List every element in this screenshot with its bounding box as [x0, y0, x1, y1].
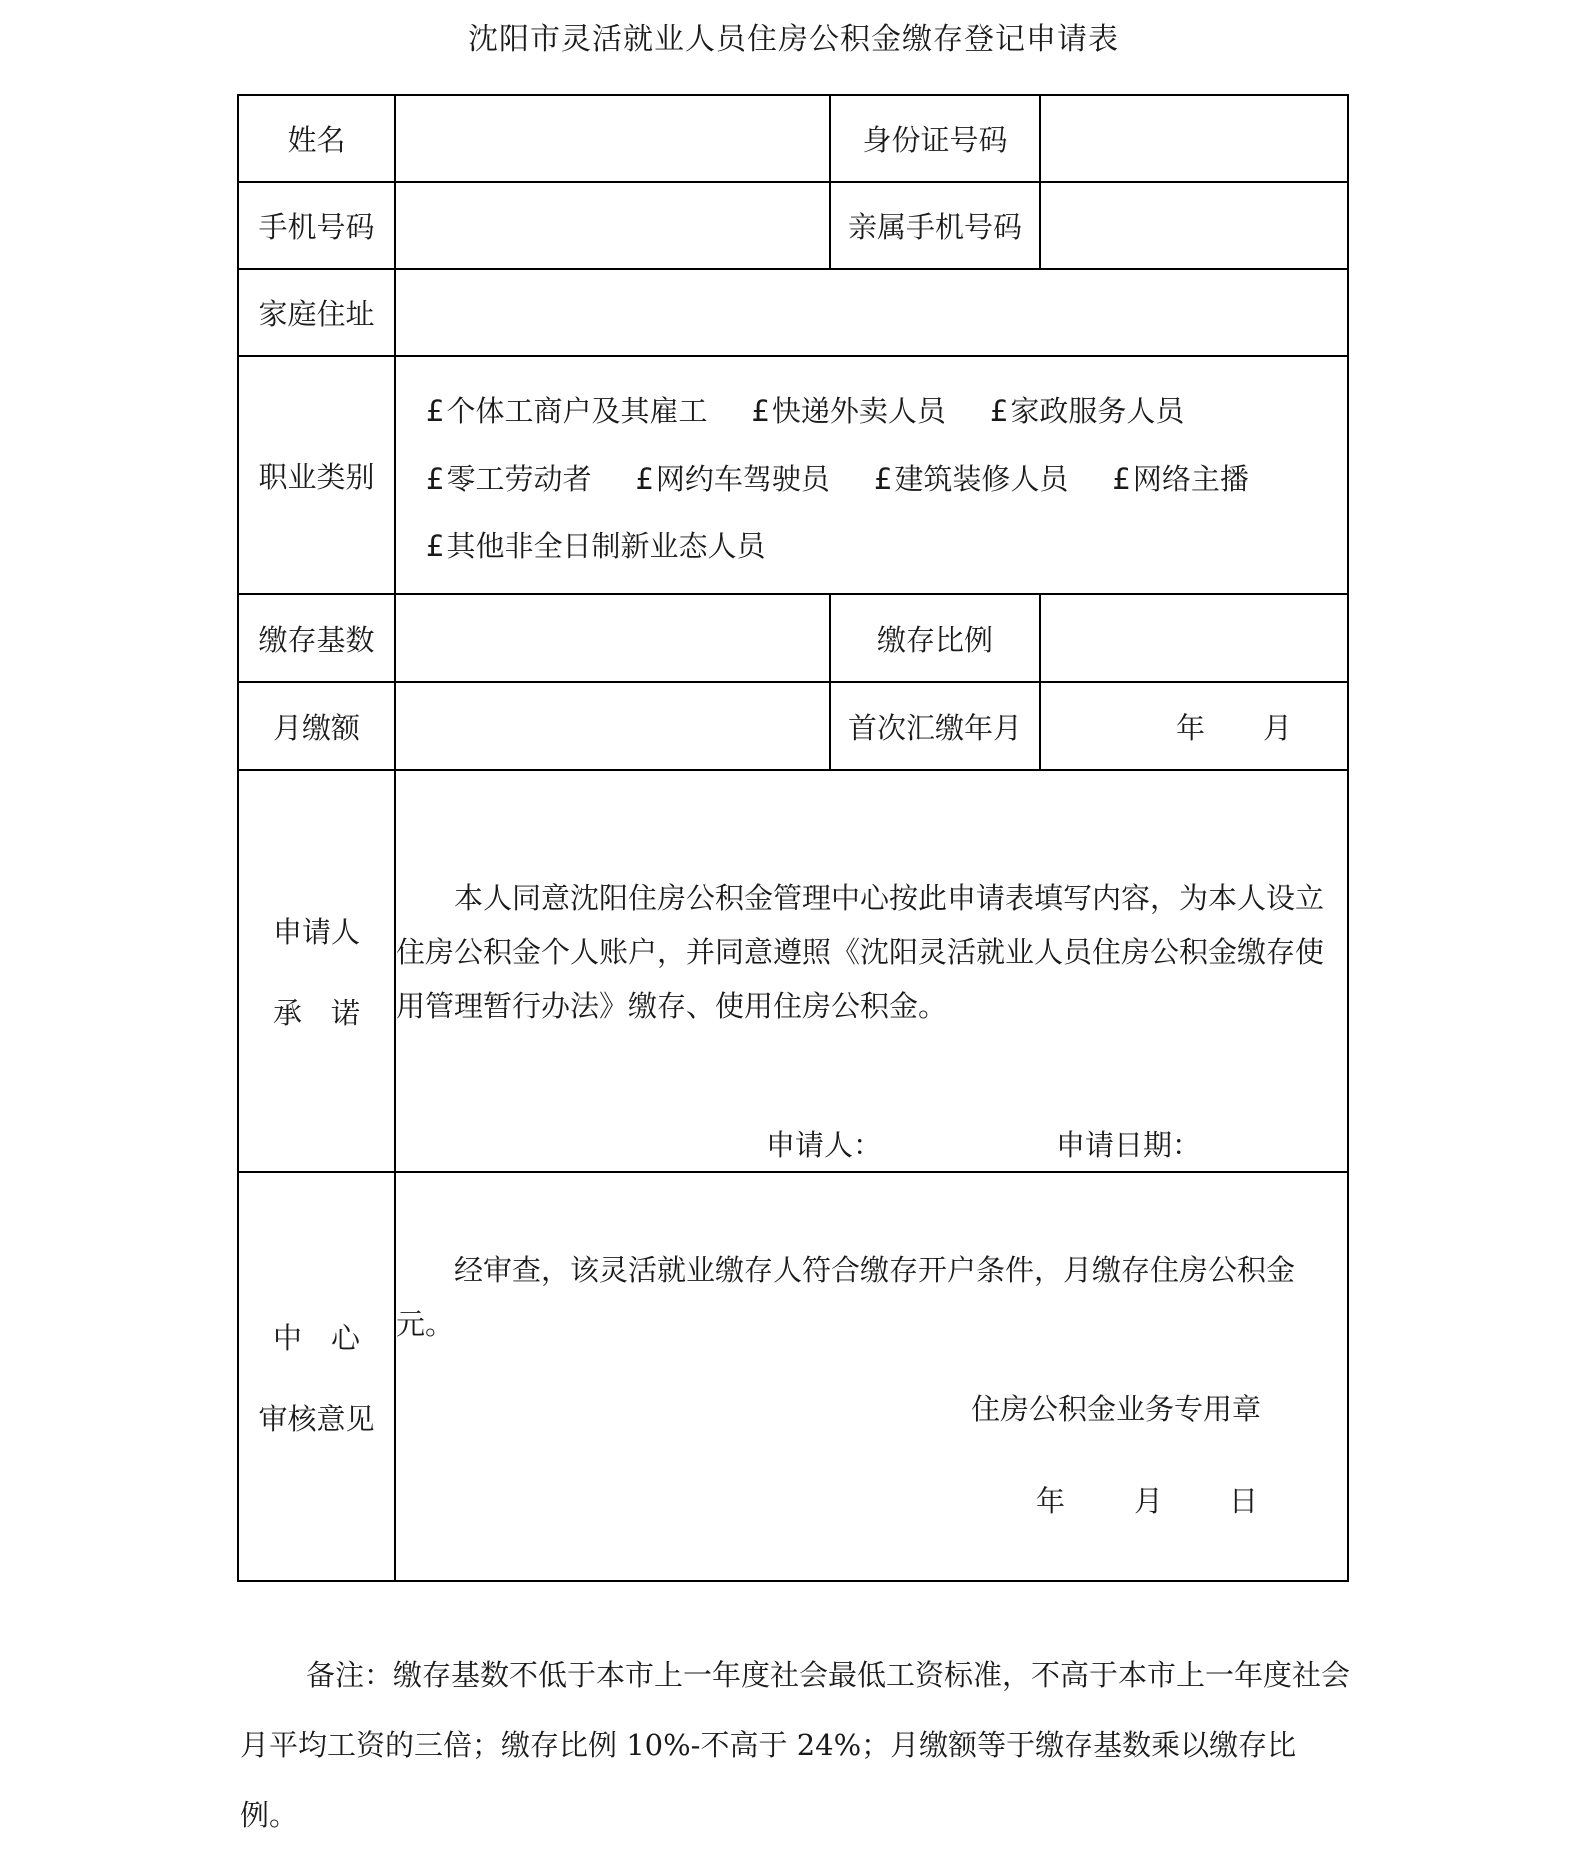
- promise-label: [238, 770, 395, 1172]
- address-label: 家庭住址: [238, 269, 395, 356]
- first-month-month: 月: [1263, 710, 1293, 745]
- promise-text: 本人同意沈阳住房公积金管理中心按此申请表填写内容，为本人设立住房公积金个人账户，并同意遵照《沈阳灵活就业人员住房公积金缴存使用管理暂行办法》缴存、使用住房公积金。: [396, 881, 1325, 1023]
- address-input[interactable]: [395, 269, 1348, 356]
- relative-mobile-input[interactable]: [1040, 182, 1348, 269]
- review-date-month: 月: [1134, 1484, 1164, 1518]
- occupation-option-construction[interactable]: [874, 457, 1068, 498]
- option-label: 个体工商户及其雇工: [446, 394, 708, 428]
- checkbox-icon: £: [989, 394, 1009, 428]
- checkbox-icon: £: [635, 461, 654, 496]
- first-month-label: 首次汇缴年月: [830, 682, 1040, 770]
- review-content: [395, 1172, 1354, 1581]
- occupation-row-2: [396, 457, 1347, 498]
- row-monthly: [238, 682, 1348, 770]
- name-label: 姓名: [238, 95, 395, 182]
- application-date-label: 申请日期：: [1056, 1128, 1202, 1162]
- occupation-row-1: [396, 389, 1347, 430]
- review-date-year: 年: [1036, 1484, 1066, 1518]
- option-label: 其他非全日制新业态人员: [446, 529, 766, 563]
- occupation-option-domestic[interactable]: [990, 389, 1184, 430]
- review-label: [238, 1172, 395, 1581]
- checkbox-icon: £: [426, 529, 445, 563]
- occupation-row-3: [396, 524, 1347, 565]
- row-promise: [238, 770, 1348, 1172]
- option-label: 建筑装修人员: [894, 461, 1069, 496]
- option-label: 家政服务人员: [1010, 394, 1185, 428]
- checkbox-icon: £: [751, 394, 770, 428]
- base-label: 缴存基数: [238, 594, 395, 682]
- applicant-signature-label: 申请人：: [766, 1128, 883, 1162]
- option-label: 零工劳动者: [446, 461, 592, 496]
- occupation-label: 职业类别: [238, 356, 395, 594]
- promise-label-line-1: 申请人: [272, 915, 360, 949]
- row-base: [238, 594, 1348, 682]
- first-month-year: 年: [1175, 710, 1205, 745]
- row-occupation: [238, 356, 1348, 594]
- row-name: [238, 95, 1348, 182]
- occupation-option-delivery[interactable]: [751, 389, 945, 430]
- ratio-label: 缴存比例: [830, 594, 1040, 682]
- ratio-input[interactable]: [1040, 594, 1348, 682]
- checkbox-icon: £: [426, 394, 445, 428]
- base-input[interactable]: [395, 594, 830, 682]
- name-input[interactable]: [395, 95, 830, 182]
- review-text: 经审查，该灵活就业缴存人符合缴存开户条件，月缴存住房公积金 元。: [396, 1253, 1354, 1341]
- occupation-option-ride-hailing[interactable]: [635, 457, 829, 498]
- id-number-input[interactable]: [1040, 95, 1348, 182]
- promise-label-line-2: 承 诺: [272, 996, 360, 1030]
- application-form-table: [237, 94, 1354, 1582]
- option-label: 网络主播: [1132, 461, 1249, 496]
- form-title: 沈阳市灵活就业人员住房公积金缴存登记申请表: [468, 22, 1119, 57]
- mobile-label: 手机号码: [238, 182, 395, 269]
- id-number-label: 身份证号码: [830, 95, 1040, 182]
- mobile-input[interactable]: [395, 182, 830, 269]
- review-label-line-1: 中 心: [272, 1320, 360, 1355]
- occupation-option-self-employed[interactable]: [426, 389, 707, 430]
- checkbox-icon: £: [426, 461, 445, 496]
- review-date-day: 日: [1229, 1484, 1259, 1518]
- relative-mobile-label: 亲属手机号码: [830, 182, 1040, 269]
- official-seal-label: 住房公积金业务专用章: [971, 1392, 1262, 1426]
- promise-content: [395, 770, 1348, 1172]
- checkbox-icon: £: [1112, 461, 1131, 496]
- option-label: 快递外卖人员: [771, 394, 946, 428]
- occupation-option-streamer[interactable]: [1112, 457, 1248, 498]
- first-month-input[interactable]: [1040, 682, 1348, 770]
- monthly-label: 月缴额: [238, 682, 395, 770]
- occupation-option-casual[interactable]: [426, 457, 591, 498]
- row-review: [238, 1172, 1348, 1581]
- option-label: 网约车驾驶员: [655, 461, 830, 496]
- checkbox-icon: £: [873, 461, 893, 496]
- footnote: 备注：缴存基数不低于本市上一年度社会最低工资标准，不高于本市上一年度社会月平均工资的三倍；缴存比例 10%-不高于 24%；月缴额等于缴存基数乘以缴存比例。: [240, 1658, 1351, 1832]
- monthly-input[interactable]: [395, 682, 830, 770]
- review-label-line-2: 审核意见: [258, 1401, 375, 1436]
- row-address: [238, 269, 1348, 356]
- occupation-options: [395, 356, 1348, 594]
- occupation-option-other[interactable]: [426, 524, 765, 565]
- row-mobile: [238, 182, 1348, 269]
